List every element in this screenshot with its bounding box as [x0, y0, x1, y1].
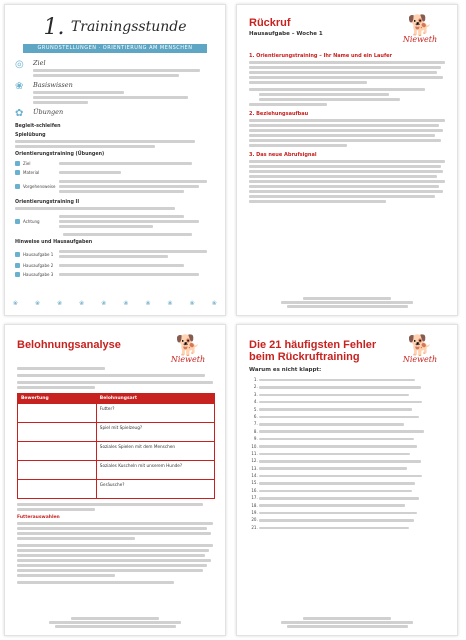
table-row: Spiel mit Spielzeug? — [18, 423, 215, 442]
list-item — [259, 414, 445, 419]
page-title: Die 21 häufigsten Fehler beim Rückruftraining — [249, 339, 377, 363]
section-heading: 1. Orientierungstraining – Ihr Name und ein Laufer — [249, 53, 392, 59]
document-page-3 — [4, 324, 226, 636]
list-item — [259, 466, 445, 471]
paw-icon: ❀ — [57, 300, 63, 307]
document-page-4 — [236, 324, 458, 636]
list-item — [259, 503, 445, 508]
logo: 🐕 Nieweth — [391, 335, 449, 364]
section-label: Übungen — [33, 108, 64, 116]
page-footer — [237, 296, 457, 309]
page-subtitle: Warum es nicht klappt: — [249, 367, 322, 373]
title-text: Trainingsstunde — [70, 19, 187, 35]
rating-table — [17, 393, 215, 499]
section-ziel — [5, 59, 225, 79]
paw-icon: ❀ — [145, 300, 151, 307]
paw-icon: ❀ — [79, 300, 85, 307]
list-item — [259, 480, 445, 485]
page-title: Belohnungsanalyse — [17, 339, 121, 351]
table-row: Soziales Spielen mit dem Menschen — [18, 442, 215, 461]
page-title — [5, 15, 225, 40]
book-icon: ❀ — [15, 81, 24, 92]
section-label: Basiswissen — [33, 81, 73, 89]
list-item — [259, 436, 445, 441]
subheading: Begleit-schleifen — [15, 124, 61, 129]
list-item — [259, 384, 445, 389]
paw-icon: ❀ — [167, 300, 173, 307]
page-footer — [5, 616, 225, 629]
table-row: Hausaufgabe 1 — [5, 247, 225, 261]
subheading: Hinweise und Hausaufgaben — [15, 240, 93, 245]
list-item — [259, 458, 445, 463]
page-title: Rückruf — [249, 17, 291, 29]
table-row: Achtung — [5, 212, 225, 231]
target-icon: ◎ — [15, 59, 24, 70]
paw-icon: ❀ — [13, 300, 19, 307]
error-list — [259, 377, 445, 530]
table-row: Hausaufgabe 3 — [5, 270, 225, 279]
section-heading: 3. Das neue Abrufsignal — [249, 152, 317, 158]
logo: 🐕 Nieweth — [391, 15, 449, 44]
subheading: Spielübung — [15, 133, 46, 138]
section-label: Ziel — [33, 59, 46, 67]
document-page-2 — [236, 4, 458, 316]
paw-icon: ❀ — [101, 300, 107, 307]
paw-icon: ✿ — [15, 108, 24, 119]
table-row: Soziales Kuscheln mit unserem Hunde? — [18, 461, 215, 480]
title-number: 1. — [43, 15, 65, 40]
section-uebungen — [5, 108, 225, 120]
list-item — [259, 392, 445, 397]
list-item — [259, 473, 445, 478]
list-item — [259, 517, 445, 522]
list-item — [259, 510, 445, 515]
list-item — [259, 399, 445, 404]
ribbon-banner: GRUNDSTELLUNGEN · ORIENTIERUNG AM MENSCHEN — [23, 44, 207, 53]
dog-icon: 🐕 — [407, 333, 433, 357]
table-row: Hausaufgabe 2 — [5, 261, 225, 270]
list-item — [259, 495, 445, 500]
document-page-1 — [4, 4, 226, 316]
section-heading: Futterauswahlen — [17, 515, 60, 520]
table-row: Geräusche? — [18, 480, 215, 499]
paw-icon: ❀ — [211, 300, 217, 307]
paw-icon: ❀ — [123, 300, 129, 307]
list-item — [259, 429, 445, 434]
dog-icon: 🐕 — [175, 333, 201, 357]
list-item — [259, 444, 445, 449]
table-row: Vorgehensweise — [5, 177, 225, 196]
paw-icon: ❀ — [189, 300, 195, 307]
section-basiswissen — [5, 81, 225, 106]
list-item — [259, 525, 445, 530]
page-footer — [237, 616, 457, 629]
table-row: Material — [5, 168, 225, 177]
list-item — [259, 421, 445, 426]
table-header: Belohnungsart — [96, 394, 214, 404]
list-item — [259, 377, 445, 382]
table-row: Ziel — [5, 159, 225, 168]
list-item — [259, 488, 445, 493]
subheading: Orientierungstraining II — [15, 200, 80, 205]
page-subtitle: Hausaufgabe – Woche 1 — [249, 31, 323, 37]
paw-print-row — [13, 300, 217, 307]
logo: 🐕 Nieweth — [159, 335, 217, 364]
subheading: Orientierungstraining (Übungen) — [15, 152, 105, 157]
table-row: Futter? — [18, 404, 215, 423]
section-heading: 2. Beziehungsaufbau — [249, 111, 309, 117]
list-item — [259, 451, 445, 456]
table-header: Bewertung — [18, 394, 97, 404]
list-item — [259, 407, 445, 412]
paw-icon: ❀ — [35, 300, 41, 307]
dog-icon: 🐕 — [407, 13, 433, 37]
